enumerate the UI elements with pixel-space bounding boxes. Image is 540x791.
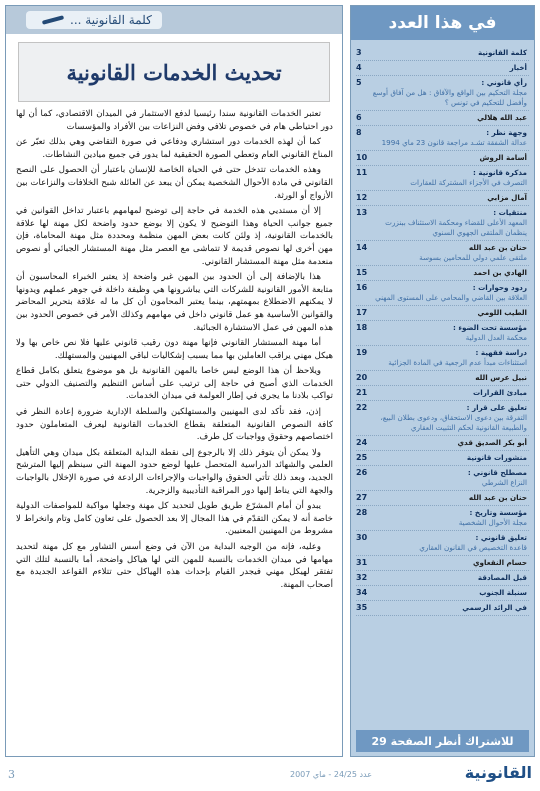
toc-page-number: 8 (356, 128, 362, 137)
toc-item-text (372, 388, 529, 398)
toc-item[interactable] (356, 206, 529, 241)
paragraph: تعتبر الخدمات القانونية سندا رئيسيا لدفع الاستثمار في الميدان الاقتصادي، كما أن لها دور احتياطي هام في خصوص تلافي وفض النزاعات بين الأفراد والمؤسسات (16, 109, 333, 132)
toc-item-text (372, 533, 529, 553)
toc-item-text (372, 403, 529, 433)
toc-page-number: 27 (356, 493, 368, 502)
toc-item-text (372, 78, 529, 108)
toc-section: مصطلح قانوني : (467, 468, 527, 477)
toc-page-number: 25 (356, 453, 368, 462)
toc-page-number: 6 (356, 113, 362, 122)
toc-page-number: 15 (356, 268, 368, 277)
toc-item[interactable] (356, 451, 529, 466)
toc-section: مبادئ القرارات (473, 388, 527, 397)
toc-section: ردود وحوارات : (472, 283, 527, 292)
toc-author: الطيب اللومي (477, 308, 527, 317)
paragraph: إذن، فقد تأكد لدى المهنيين والمستهلكين والسلطة الإدارية ضرورة إعادة النظر في كافة النصوص القانونية المتعلقة بقطاع الخدمات القانونية ليعرف المتعاملون حدود اختصاصهم وحقوق وواجبات كل طرف. (16, 407, 333, 443)
toc-item-text (372, 323, 529, 343)
toc-subtitle: قاعدة التخصيص في القانون العقاري (419, 543, 527, 552)
toc-item-text (372, 113, 529, 123)
toc-item[interactable] (356, 436, 529, 451)
toc-author: أسامة الروش (479, 153, 527, 162)
toc-item-text (372, 588, 529, 598)
toc-item-text (372, 348, 529, 368)
toc-item[interactable] (356, 266, 529, 281)
toc-subtitle: التفرقة بين دعوى الاستحقاق، ودعوى بطلان البيع، والطبيعة القانونية لحكم التثبيت العقاري (380, 413, 527, 432)
toc-author: الهادي بن احمد (473, 268, 527, 277)
toc-author: حسام النقعاوي (472, 558, 527, 567)
toc-item[interactable] (356, 191, 529, 206)
toc-item[interactable] (356, 281, 529, 306)
subscribe-note: للاشتراك أنظر الصفحة 29 (356, 730, 529, 752)
toc-list (356, 46, 529, 616)
toc-section: قبل المصادقة (477, 573, 527, 582)
toc-page-number: 28 (356, 508, 368, 517)
article-body (6, 108, 342, 591)
toc-subtitle: محكمة العدل الدولية (465, 333, 527, 342)
toc-section: مؤسسة وتاريخ : (469, 508, 527, 517)
toc-author: حنان بن عبد الله (468, 243, 527, 252)
toc-page-number: 22 (356, 403, 368, 412)
toc-page-number: 18 (356, 323, 368, 332)
pen-icon (42, 15, 64, 25)
toc-page-number: 3 (356, 48, 362, 57)
toc-item-text (372, 268, 529, 278)
toc-page-number: 31 (356, 558, 368, 567)
toc-item[interactable] (356, 586, 529, 601)
toc-item[interactable] (356, 531, 529, 556)
section-label (26, 11, 162, 29)
toc-page-number: 4 (356, 63, 362, 72)
toc-section: رأي قانوني : (481, 78, 527, 87)
toc-section: وجهة نظر : (486, 128, 527, 137)
toc-item-text (372, 308, 529, 318)
toc-author: عبد الله هلالي (477, 113, 527, 122)
toc-item[interactable] (356, 126, 529, 151)
toc-section: منشورات قانونية (466, 453, 527, 462)
toc-section: مذكرة قانونية : (473, 168, 527, 177)
toc-page-number: 17 (356, 308, 368, 317)
section-header-bar (6, 6, 342, 34)
toc-item-text (372, 243, 529, 263)
paragraph: هذا بالإضافة إلى أن الحدود بين المهن غير واضحة إذ يعتبر الخبراء المحاسبون أن متابعة الأمور القانونية للشركات التي يباشرونها هي وظيفة داخلة في جوهر عملهم ويدونها لا يمكنهم الاضطلاع بمهمتهم، بينما يعتبر المحامون أن كل ما له علاقة بتحرير المحاضر والقوانين الأساسية هو عمل قانوني داخل في مهامهم وكذلك الأمر في خصوص الحدود بين هذه المهن في عمل الاستشارة الجبائية. (16, 272, 333, 333)
toc-item[interactable] (356, 111, 529, 126)
toc-subtitle: التصرف في الأجزاء المشتركة للعقارات (410, 178, 527, 187)
toc-page-number: 32 (356, 573, 368, 582)
toc-page-number: 30 (356, 533, 368, 542)
toc-item[interactable] (356, 556, 529, 571)
toc-page-number: 24 (356, 438, 368, 447)
toc-item-text (372, 153, 529, 163)
toc-item-text (372, 193, 529, 203)
toc-item-text (372, 373, 529, 383)
toc-item[interactable] (356, 401, 529, 436)
toc-author: آمال مزابي (487, 193, 527, 202)
toc-subtitle: ملتقى علمي دولي للمحامين بسوسة (419, 253, 527, 262)
magazine-logo: القانونية (464, 763, 532, 782)
paragraph: ولا يمكن أن يتوفر ذلك إلا بالرجوع إلى نقطة البداية المتعلقة بكل ميدان وهي التأهيل العلمي والشهائد الدراسية المتحصل عليها لوضع حدود المهنة التي سينظم إليها المترشح الجديد، وبعد ذلك تأتي الحقوق والواجبات والإجراءات الرادعة في صورة الإخلال بالواجبات والجهة التي يناط إليها دور المراقبة التأديبية والزجرية. (16, 447, 333, 496)
toc-item-text (372, 558, 529, 568)
toc-section: تعليق على قرار : (466, 403, 527, 412)
toc-item-text (372, 468, 529, 488)
toc-item-text (372, 453, 529, 463)
toc-page-number: 11 (356, 168, 368, 177)
toc-section: دراسة فقهية : (475, 348, 527, 357)
paragraph: وهذه الخدمات تتدخل حتى في الحياة الخاصة للإنسان باعتبار أن الحصول على النصح القانوني في مادة الأحوال الشخصية يمكن أن يبعد عن العائلة شبح الخلافات والنزاعات بين الأزواج أو الورثة. (16, 165, 333, 201)
toc-item[interactable] (356, 386, 529, 401)
toc-item-text (372, 168, 529, 188)
toc-item[interactable] (356, 241, 529, 266)
paragraph: وعليه، فإنه من الوجيه البداية من الآن في وضع أسس التشاور مع كل مهنة لتحديد مهامها في ميدان الخدمات بالنسبة للمهن التي لها هياكل واضحة، أما بالنسبة لتلك التي تفتقر لهيكل مهني فيجدر القيام بإحداث هذه الهياكل حتى تتلاءم القواعد الجديدة مع أصحاب المهنة. (16, 542, 333, 590)
toc-item-text (372, 208, 529, 238)
toc-item[interactable] (356, 46, 529, 61)
page-footer (0, 760, 540, 791)
toc-item[interactable] (356, 571, 529, 586)
toc-subtitle: عدالة الشفقة تشـد مراجعة قانون 23 ماي 1994 (381, 138, 527, 147)
toc-page-number: 21 (356, 388, 368, 397)
toc-section: كلمة القانونية (477, 48, 527, 57)
toc-item[interactable] (356, 151, 529, 166)
toc-subtitle: مجلة التحكيم بين الواقع والآفاق : هل من آفاق أوسع وأفضل للتحكيم في تونس ؟ (372, 88, 527, 107)
toc-subtitle: المعهد الأعلى للقضاء ومحكمة الاستئناف ببنزرت ينظمان الملتقى الجهوي السنوي (385, 218, 527, 237)
toc-heading: في هذا العدد (351, 6, 534, 40)
toc-item-text (372, 48, 529, 58)
section-label-text: كلمة القانونية ... (70, 13, 152, 27)
toc-item-text (372, 283, 529, 303)
toc-item-text (372, 128, 529, 148)
toc-page-number: 20 (356, 373, 368, 382)
toc-page-number: 16 (356, 283, 368, 292)
toc-page-number: 12 (356, 193, 368, 202)
title-box (18, 42, 330, 102)
toc-page-number: 35 (356, 603, 368, 612)
toc-author: حنان بن عبد الله (468, 493, 527, 502)
toc-section: مؤسسة تحت الضوء : (453, 323, 527, 332)
toc-section: منتقيات : (493, 208, 527, 217)
toc-item[interactable] (356, 601, 529, 616)
toc-page-number: 26 (356, 468, 368, 477)
toc-section: أخبار (509, 63, 527, 72)
paragraph: أما مهنة المستشار القانوني فإنها مهنة دون رقيب قانوني عليها فلا نص خاص بها ولا هيكل مهني يراقب العاملين بها مما يسبب إشكاليات لباقي المهنيين والمستهلك. (16, 338, 333, 361)
toc-item-text (372, 573, 529, 583)
toc-author: نبيل عرس الله (475, 373, 527, 382)
toc-item[interactable] (356, 506, 529, 531)
page-number: 3 (8, 768, 15, 781)
toc-item[interactable] (356, 371, 529, 386)
toc-section: في الرائد الرسمي (462, 603, 527, 612)
issue-info: عدد 24/25 - ماي 2007 (290, 770, 372, 779)
toc-page-number: 13 (356, 208, 368, 217)
toc-item[interactable] (356, 346, 529, 371)
toc-subtitle: مجلة الأحوال الشخصية (458, 518, 527, 527)
toc-item[interactable] (356, 466, 529, 491)
toc-item-text (372, 603, 529, 613)
toc-item[interactable] (356, 321, 529, 346)
toc-item[interactable] (356, 306, 529, 321)
toc-author: أبو بكر الصديق قدي (457, 438, 527, 447)
toc-item[interactable] (356, 76, 529, 111)
toc-item-text (372, 493, 529, 503)
paragraph: ويلاحظ أن هذا الوضع ليس خاصا بالمهن القانونية بل هو موضوع يتعلق بكامل قطاع الخدمات الذي أصبح في حاجة إلى ترتيب على أساس التنظيم والتصنيف الدولي حتى تواكب بلادنا ما يجري في إطار العولمة في ميدان الخدمات. (16, 366, 333, 402)
toc-section: سنبلة الجنوب (479, 588, 527, 597)
toc-page-number: 14 (356, 243, 368, 252)
paragraph: كما أن لهذه الخدمات دور استشاري ودفاعي في صورة التقاضي وهي بذلك تعبّر عن المناخ القانوني العام وتعطي الصورة الحقيقية لما يدور في جميع ميادين النشاطات. (16, 137, 333, 160)
toc-item-text (372, 438, 529, 448)
toc-item-text (372, 63, 529, 73)
toc-page-number: 10 (356, 153, 368, 162)
toc-section: تعليق قانوني : (475, 533, 527, 542)
paragraph: إلا أن مستديي هذه الخدمة في حاجة إلى توضيح لمهامهم باعتبار تداخل القوانين في جميع جوانب الحياة وهذا التوضيح لا يكون إلا بوضع حدود واضحة لكل مهنة لها علاقة بالخدمات القانونية، إذ ولئن كانت بعض المهن منظمة ومحددة مثل مهنة المحاماة، فإن مهن أخرى لها نصوص قديمة لا تتماشى مع العصر مثل مهنة المستشار الجبائي أو نصوص منعدمة مثل مهنة المستشار القانوني. (16, 206, 333, 267)
toc-subtitle: العلاقة بين القاضي والمحامي على المستوى المهني (375, 293, 527, 302)
toc-subtitle: النزاع الشرطي (481, 478, 527, 487)
toc-page-number: 5 (356, 78, 362, 87)
toc-page-number: 34 (356, 588, 368, 597)
article-title: تحديث الخدمات القانونية (66, 59, 282, 85)
editorial-article (5, 5, 343, 757)
toc-item[interactable] (356, 491, 529, 506)
toc-item[interactable] (356, 166, 529, 191)
toc-subtitle: استثناءات مبدأ عدم الرجعية في المادة الجزائية (388, 358, 527, 367)
paragraph: يبدو أن أمام المشرّع طريق طويل لتحديد كل مهنة وجعلها مواكبة للمواصفات الدولية خاصة أنه لا يمكن التقدّم في هذا المجال إلا بعد الحصول على تعاون كامل وتام وانخراط لا مشروط من المهنيين المعنيين. (16, 501, 333, 537)
toc-item-text (372, 508, 529, 528)
toc-page-number: 19 (356, 348, 368, 357)
toc-item[interactable] (356, 61, 529, 76)
table-of-contents (350, 5, 535, 757)
